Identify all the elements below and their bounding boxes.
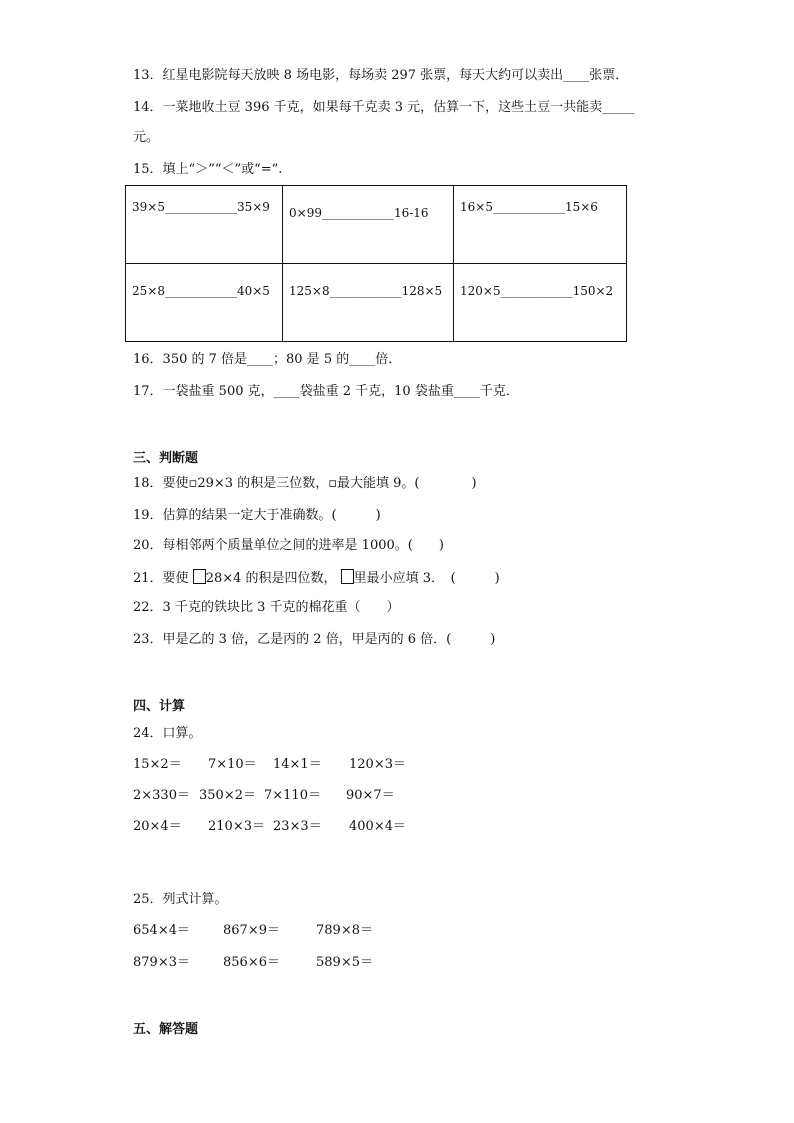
question-20: 20．每相邻两个质量单位之间的进率是 1000。( ) — [133, 538, 444, 553]
question-25: 25．列式计算。 — [133, 892, 228, 907]
comparison-item: 120×5____________150×2 — [460, 284, 614, 298]
oral-item: 210×3＝ — [208, 819, 265, 834]
question-22: 22．3 千克的铁块比 3 千克的棉花重（ ） — [133, 600, 400, 615]
table-cell — [126, 186, 283, 264]
table-cell — [454, 264, 627, 342]
oral-item: 7×10＝ — [208, 757, 257, 772]
oral-item: 120×3＝ — [349, 757, 406, 772]
oral-item: 7×110＝ — [264, 788, 321, 803]
oral-item: 23×3＝ — [273, 819, 322, 834]
question-13: 13．红星电影院每天放映 8 场电影，每场卖 297 张票，每天大约可以卖出____张票． — [133, 68, 629, 83]
table-cell — [126, 264, 283, 342]
question-19: 19．估算的结果一定大于准确数。( ) — [133, 508, 381, 523]
oral-item: 20×4＝ — [133, 819, 182, 834]
oral-item: 400×4＝ — [349, 819, 406, 834]
written-item: 879×3＝ — [133, 955, 190, 970]
table-row — [126, 264, 627, 342]
question-14-line2: 元。 — [133, 130, 160, 145]
question-15: 15．填上“＞”“＜”或“=”. — [133, 162, 283, 177]
comparison-item: 0×99____________16-16 — [289, 206, 429, 220]
table-cell — [283, 186, 454, 264]
comparison-table — [125, 185, 627, 342]
question-18: 18．要使▫29×3 的积是三位数，▫最大能填 9。( ) — [133, 476, 477, 491]
oral-item: 15×2＝ — [133, 757, 182, 772]
oral-item: 2×330＝ — [133, 788, 190, 803]
comparison-item: 125×8____________128×5 — [289, 284, 443, 298]
written-item: 789×8＝ — [316, 923, 373, 938]
question-14-line1: 14．一菜地收土豆 396 千克，如果每千克卖 3 元，估算一下，这些土豆一共能卖_____ — [133, 100, 635, 115]
comparison-item: 25×8____________40×5 — [132, 284, 270, 298]
question-21-part-a: 21．要使 — [133, 571, 189, 586]
question-21-part-b: 28×4 的积是四位数， — [205, 571, 337, 586]
written-item: 654×4＝ — [133, 923, 190, 938]
answer-box — [341, 569, 354, 584]
question-21 — [133, 569, 500, 587]
table-cell — [454, 186, 627, 264]
written-item: 589×5＝ — [316, 955, 373, 970]
written-item: 867×9＝ — [223, 923, 280, 938]
section-heading-calculation: 四、计算 — [133, 699, 186, 714]
section-heading-word-problems: 五、解答题 — [133, 1022, 199, 1037]
comparison-item: 16×5____________15×6 — [460, 200, 598, 214]
oral-item: 350×2＝ — [199, 788, 256, 803]
written-item: 856×6＝ — [223, 955, 280, 970]
question-16: 16．350 的 7 倍是____；80 是 5 的____倍． — [133, 352, 402, 367]
comparison-item: 39×5____________35×9 — [132, 200, 270, 214]
table-cell — [283, 264, 454, 342]
table-row — [126, 186, 627, 264]
answer-box — [193, 569, 206, 584]
oral-item: 90×7＝ — [346, 788, 395, 803]
question-24: 24．口算。 — [133, 726, 202, 741]
oral-item: 14×1＝ — [273, 757, 322, 772]
section-heading-judgement: 三、判断题 — [133, 451, 199, 466]
question-21-part-c: 里最小应填 3． ( ) — [353, 571, 500, 586]
question-23: 23．甲是乙的 3 倍，乙是丙的 2 倍，甲是丙的 6 倍．( ) — [133, 632, 496, 647]
question-17: 17．一袋盐重 500 克，____袋盐重 2 千克，10 袋盐重____千克． — [133, 384, 519, 399]
